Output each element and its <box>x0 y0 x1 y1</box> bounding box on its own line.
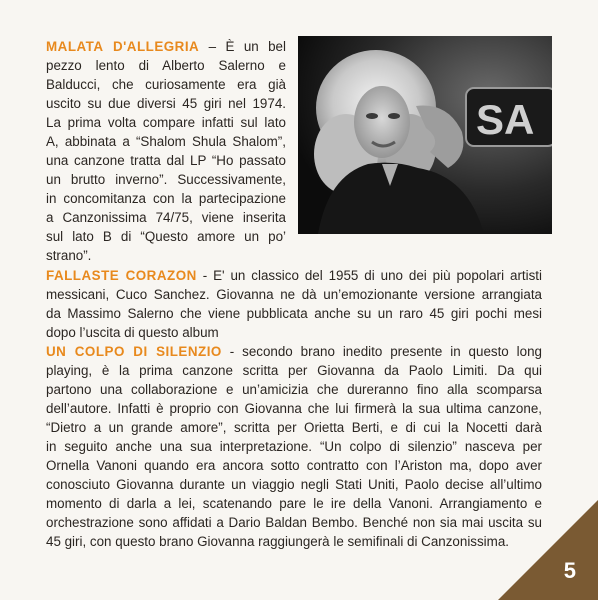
text-line: 45 giri, con questo brano Giovanna raggiungerà le semifinali di Canzonissima. <box>46 534 509 549</box>
text-line: in seguito anche una sua interpretazione. “Un colpo di silenzio” nasceva per <box>46 439 542 454</box>
text-line: - secondo brano inedito presente in questo long <box>221 344 542 359</box>
sign-letters: SA <box>476 96 535 143</box>
section-fallaste <box>46 266 542 342</box>
text-line: momento di darla a lei, scatenando pare le ire della Vanoni. Arrangiamento e <box>46 496 542 511</box>
section-colpo <box>46 342 542 551</box>
text-line: messicani, Cuco Sanchez. Giovanna ne dà un’emozionante versione arrangiata <box>46 287 542 302</box>
text-line: in concomitanza con la partecipazione <box>46 191 286 206</box>
text-line: Ornella Vanoni quando era ancora sotto contratto con l’Ariston ma, dopo aver <box>46 458 542 473</box>
text-line: a Canzonissima 74/75, viene inserita <box>46 210 286 225</box>
portrait-photo <box>298 36 552 234</box>
text-line: “Dietro a un grande amore”, scritta per Orietta Berti, e di cui la Nocetti darà <box>46 420 542 435</box>
text-line: - E' un classico del 1955 di uno dei più popolari artisti <box>196 268 542 283</box>
section-heading: FALLASTE CORAZON <box>46 268 197 283</box>
text-line: – È un bel <box>199 39 286 54</box>
text-line: uscito su due diversi 45 giri nel 1974. <box>46 96 286 111</box>
text-line: dell’autore. Infatti è proprio con Giovanna che lui firmerà la sua ultima canzone, <box>46 401 542 416</box>
corner-triangle-icon <box>498 500 598 600</box>
text-line: pezzo lento di Alberto Salerno e <box>46 58 286 73</box>
text-line: partono una collaborazione e un’amicizia che dureranno fino alla scomparsa <box>46 382 542 397</box>
portrait-photo-icon <box>298 36 552 234</box>
section-first-line <box>46 37 286 56</box>
text-line: un brutto inverno”. Successivamente, <box>46 172 286 187</box>
section-heading: MALATA D'ALLEGRIA <box>46 39 200 54</box>
text-line: playing, è la prima canzone scritta per Giovanna da Paolo Limiti. Da qui <box>46 363 542 378</box>
text-line: dopo l’uscita di questo album <box>46 325 219 340</box>
text-line: orchestrazione sono affidati a Dario Baldan Bembo. Benché non sia mai uscita su <box>46 515 542 530</box>
section-first-line <box>46 342 542 361</box>
section-heading: UN COLPO DI SILENZIO <box>46 344 222 359</box>
section-first-line <box>46 266 542 285</box>
text-line: conosciuto Giovanna durante un viaggio negli Stati Uniti, Paolo decise all’ultimo <box>46 477 542 492</box>
section-malata <box>46 37 286 265</box>
text-line: La prima volta compare infatti sul lato <box>46 115 286 130</box>
text-line: una canzone tratta dal LP “Ho passato <box>46 153 286 168</box>
text-line: sul lato B di “Questo amore un po’ <box>46 229 286 244</box>
page-number: 5 <box>563 558 576 583</box>
text-line: A, abbinata a “Shalom Shula Shalom”, <box>46 134 286 149</box>
text-line: strano”. <box>46 248 92 263</box>
text-line: da Massimo Salerno che viene pubblicata anche su un raro 45 giri pochi mesi <box>46 306 542 321</box>
text-line: Balducci, che curiosamente era già <box>46 77 286 92</box>
